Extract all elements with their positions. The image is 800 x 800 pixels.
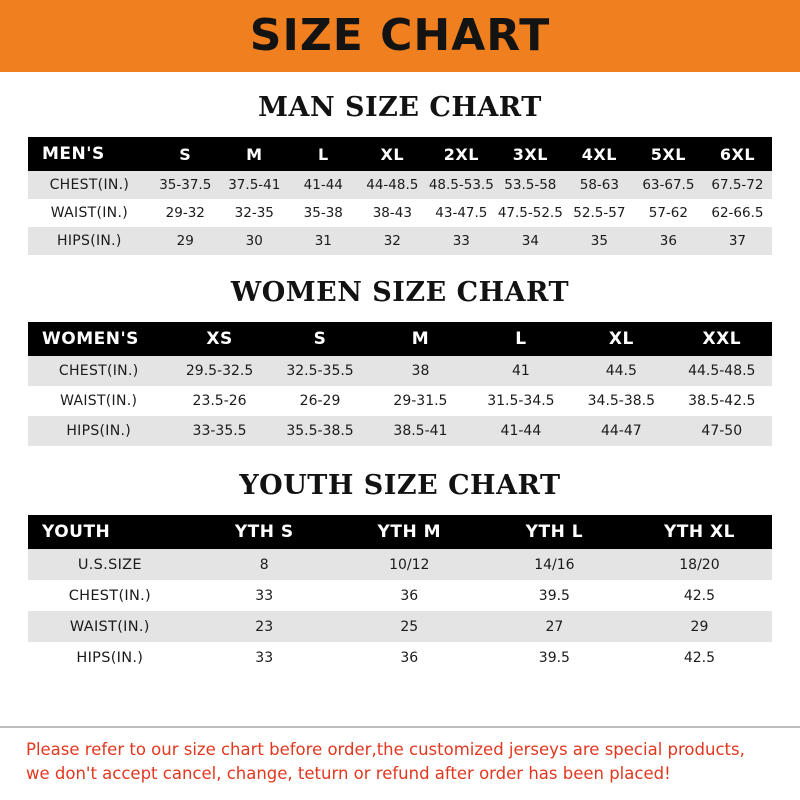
column-header: WOMEN'S [28, 322, 169, 356]
table-cell: 31.5-34.5 [471, 386, 571, 416]
table-header-row [28, 137, 772, 171]
table-cell: 58-63 [565, 171, 634, 199]
table-cell: 30 [220, 227, 289, 255]
table-cell: 38.5-42.5 [672, 386, 772, 416]
women-section-title: WOMEN SIZE CHART [230, 277, 570, 308]
column-header: 3XL [496, 137, 565, 171]
column-header: YOUTH [28, 515, 192, 549]
column-header: L [289, 137, 358, 171]
row-label: HIPS(IN.) [28, 642, 192, 673]
note-line-2: we don't accept cancel, change, teturn or refund after order has been placed! [26, 764, 671, 784]
table-cell: 10/12 [337, 549, 482, 580]
row-label: CHEST(IN.) [28, 580, 192, 611]
table-cell: 57-62 [634, 199, 703, 227]
table-cell: 34 [496, 227, 565, 255]
table-cell: 42.5 [627, 580, 772, 611]
table-row [28, 549, 772, 580]
youth-size-table [28, 515, 772, 673]
table-row [28, 580, 772, 611]
table-cell: 23.5-26 [169, 386, 269, 416]
table-cell: 36 [337, 580, 482, 611]
column-header: XL [571, 322, 671, 356]
row-label: WAIST(IN.) [28, 611, 192, 642]
table-row [28, 642, 772, 673]
table-cell: 29 [151, 227, 220, 255]
column-header: XS [169, 322, 269, 356]
table-cell: 31 [289, 227, 358, 255]
table-cell: 62-66.5 [703, 199, 772, 227]
table-cell: 33 [192, 642, 337, 673]
column-header: 2XL [427, 137, 496, 171]
table-cell: 33-35.5 [169, 416, 269, 446]
table-row [28, 386, 772, 416]
man-size-table [28, 137, 772, 255]
table-cell: 44-48.5 [358, 171, 427, 199]
column-header: MEN'S [28, 137, 151, 171]
column-header: M [220, 137, 289, 171]
youth-section-title: YOUTH SIZE CHART [239, 470, 561, 501]
table-cell: 44.5 [571, 356, 671, 386]
table-cell: 27 [482, 611, 627, 642]
table-cell: 47.5-52.5 [496, 199, 565, 227]
table-cell: 48.5-53.5 [427, 171, 496, 199]
table-cell: 33 [427, 227, 496, 255]
table-cell: 18/20 [627, 549, 772, 580]
table-cell: 41 [471, 356, 571, 386]
column-header: 6XL [703, 137, 772, 171]
row-label: HIPS(IN.) [28, 227, 151, 255]
table-cell: 34.5-38.5 [571, 386, 671, 416]
table-cell: 33 [192, 580, 337, 611]
table-row [28, 611, 772, 642]
women-size-table [28, 322, 772, 446]
table-cell: 23 [192, 611, 337, 642]
table-cell: 44.5-48.5 [672, 356, 772, 386]
column-header: XL [358, 137, 427, 171]
table-cell: 47-50 [672, 416, 772, 446]
table-cell: 42.5 [627, 642, 772, 673]
table-cell: 38.5-41 [370, 416, 470, 446]
table-cell: 36 [634, 227, 703, 255]
table-cell: 39.5 [482, 580, 627, 611]
table-cell: 35-38 [289, 199, 358, 227]
row-label: U.S.SIZE [28, 549, 192, 580]
table-row [28, 356, 772, 386]
table-cell: 38 [370, 356, 470, 386]
row-label: CHEST(IN.) [28, 171, 151, 199]
column-header: 5XL [634, 137, 703, 171]
man-section-title: MAN SIZE CHART [258, 92, 542, 123]
table-cell: 35 [565, 227, 634, 255]
column-header: YTH M [337, 515, 482, 549]
table-cell: 29 [627, 611, 772, 642]
column-header: M [370, 322, 470, 356]
table-cell: 41-44 [289, 171, 358, 199]
column-header: S [270, 322, 370, 356]
man-size-section [0, 72, 800, 255]
row-label: WAIST(IN.) [28, 386, 169, 416]
table-cell: 29-32 [151, 199, 220, 227]
table-cell: 35.5-38.5 [270, 416, 370, 446]
table-row [28, 416, 772, 446]
table-cell: 52.5-57 [565, 199, 634, 227]
column-header: 4XL [565, 137, 634, 171]
table-cell: 26-29 [270, 386, 370, 416]
table-cell: 32.5-35.5 [270, 356, 370, 386]
column-header: L [471, 322, 571, 356]
table-cell: 53.5-58 [496, 171, 565, 199]
page-title: SIZE CHART [249, 10, 551, 61]
table-cell: 29-31.5 [370, 386, 470, 416]
table-cell: 14/16 [482, 549, 627, 580]
women-size-section [0, 255, 800, 446]
table-cell: 25 [337, 611, 482, 642]
table-cell: 41-44 [471, 416, 571, 446]
table-cell: 39.5 [482, 642, 627, 673]
table-cell: 32 [358, 227, 427, 255]
table-cell: 36 [337, 642, 482, 673]
youth-size-section [0, 446, 800, 673]
table-row [28, 227, 772, 255]
disclaimer-note [0, 726, 800, 800]
table-cell: 37 [703, 227, 772, 255]
row-label: HIPS(IN.) [28, 416, 169, 446]
row-label: WAIST(IN.) [28, 199, 151, 227]
column-header: S [151, 137, 220, 171]
column-header: XXL [672, 322, 772, 356]
table-cell: 32-35 [220, 199, 289, 227]
table-cell: 29.5-32.5 [169, 356, 269, 386]
table-cell: 43-47.5 [427, 199, 496, 227]
table-cell: 37.5-41 [220, 171, 289, 199]
table-cell: 8 [192, 549, 337, 580]
column-header: YTH XL [627, 515, 772, 549]
table-cell: 44-47 [571, 416, 671, 446]
table-row [28, 199, 772, 227]
table-cell: 63-67.5 [634, 171, 703, 199]
column-header: YTH L [482, 515, 627, 549]
table-cell: 38-43 [358, 199, 427, 227]
table-header-row [28, 322, 772, 356]
column-header: YTH S [192, 515, 337, 549]
table-cell: 35-37.5 [151, 171, 220, 199]
table-row [28, 171, 772, 199]
row-label: CHEST(IN.) [28, 356, 169, 386]
banner [0, 0, 800, 72]
table-cell: 67.5-72 [703, 171, 772, 199]
table-header-row [28, 515, 772, 549]
note-line-1: Please refer to our size chart before order,the customized jerseys are special products, [26, 740, 745, 760]
